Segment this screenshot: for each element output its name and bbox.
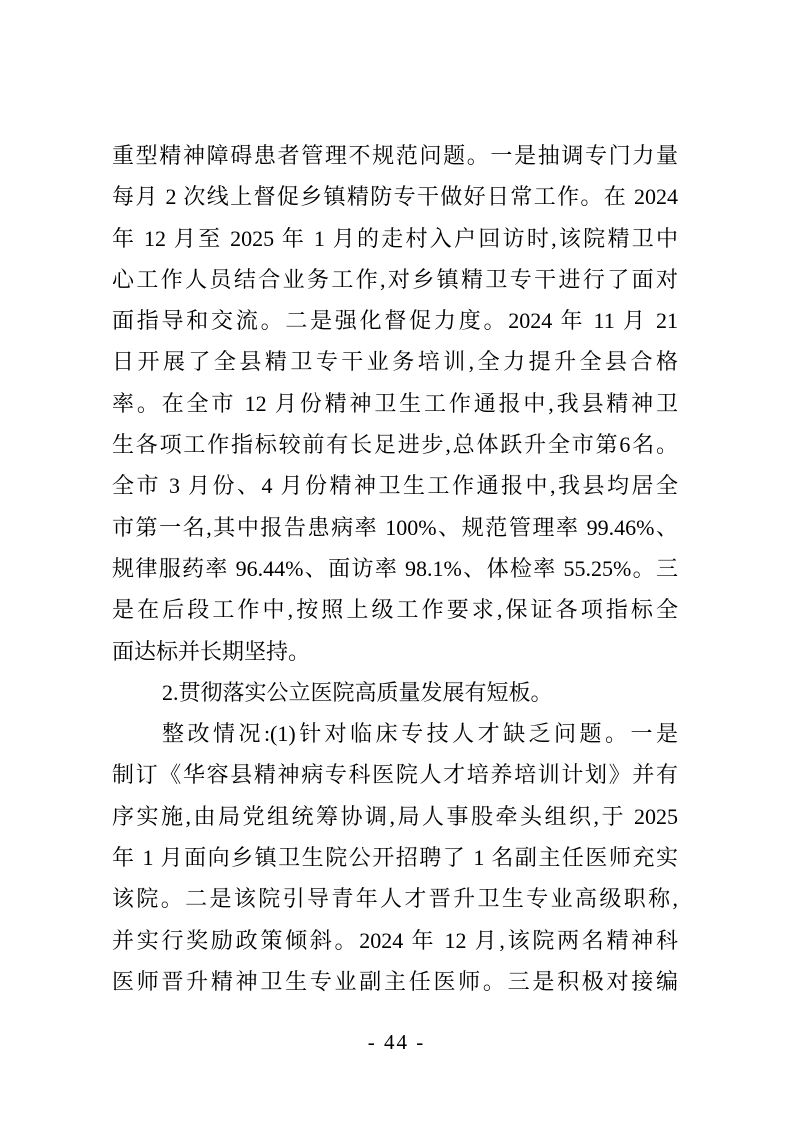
body-text-line: 心工作人员结合业务工作,对乡镇精卫专干进行了面对 (112, 266, 678, 292)
body-text-line: 年 12 月至 2025 年 1 月的走村入户回访时,该院精卫中 (112, 225, 678, 251)
document-body (112, 135, 678, 1002)
body-text-line: 日开展了全县精卫专干业务培训,全力提升全县合格 (112, 349, 678, 375)
body-text-line: 率。在全市 12 月份精神卫生工作通报中,我县精神卫 (112, 390, 678, 416)
page-number: - 44 - (367, 1030, 426, 1054)
body-text-line: 面指导和交流。二是强化督促力度。2024 年 11 月 21 (112, 308, 678, 334)
body-text-line: 生各项工作指标较前有长足进步,总体跃升全市第6名。 (112, 432, 678, 458)
body-text-line: 规律服药率 96.44%、面访率 98.1%、体检率 55.25%。三 (112, 555, 678, 581)
body-text-line: 面达标并长期坚持。 (112, 638, 311, 664)
body-text-line: 年 1 月面向乡镇卫生院公开招聘了 1 名副主任医师充实 (112, 845, 678, 871)
body-text-line: 市第一名,其中报告患病率 100%、规范管理率 99.46%、 (112, 514, 678, 540)
body-text-line: 序实施,由局党组统筹协调,局人事股牵头组织,于 2025 (112, 803, 678, 829)
body-text-line: 每月 2 次线上督促乡镇精防专干做好日常工作。在 2024 (112, 184, 678, 210)
body-text-line: 重型精神障碍患者管理不规范问题。一是抽调专门力量 (112, 143, 678, 168)
body-text-line: 是在后段工作中,按照上级工作要求,保证各项指标全 (112, 597, 678, 623)
body-text-line: 整改情况:(1)针对临床专技人才缺乏问题。一是 (162, 721, 678, 747)
body-text-line: 并实行奖励政策倾斜。2024 年 12 月,该院两名精神科 (112, 927, 678, 953)
body-text-line: 该院。二是该院引导青年人才晋升卫生专业高级职称, (112, 886, 678, 912)
body-text-line: 全市 3 月份、4 月份精神卫生工作通报中,我县均居全 (112, 473, 678, 499)
page-footer (0, 1030, 793, 1055)
body-text-line: 制订《华容县精神病专科医院人才培养培训计划》并有 (112, 762, 678, 788)
body-text-line: 医师晋升精神卫生专业副主任医师。三是积极对接编 (112, 968, 678, 994)
body-text-line: 2.贯彻落实公立医院高质量发展有短板。 (162, 679, 553, 705)
